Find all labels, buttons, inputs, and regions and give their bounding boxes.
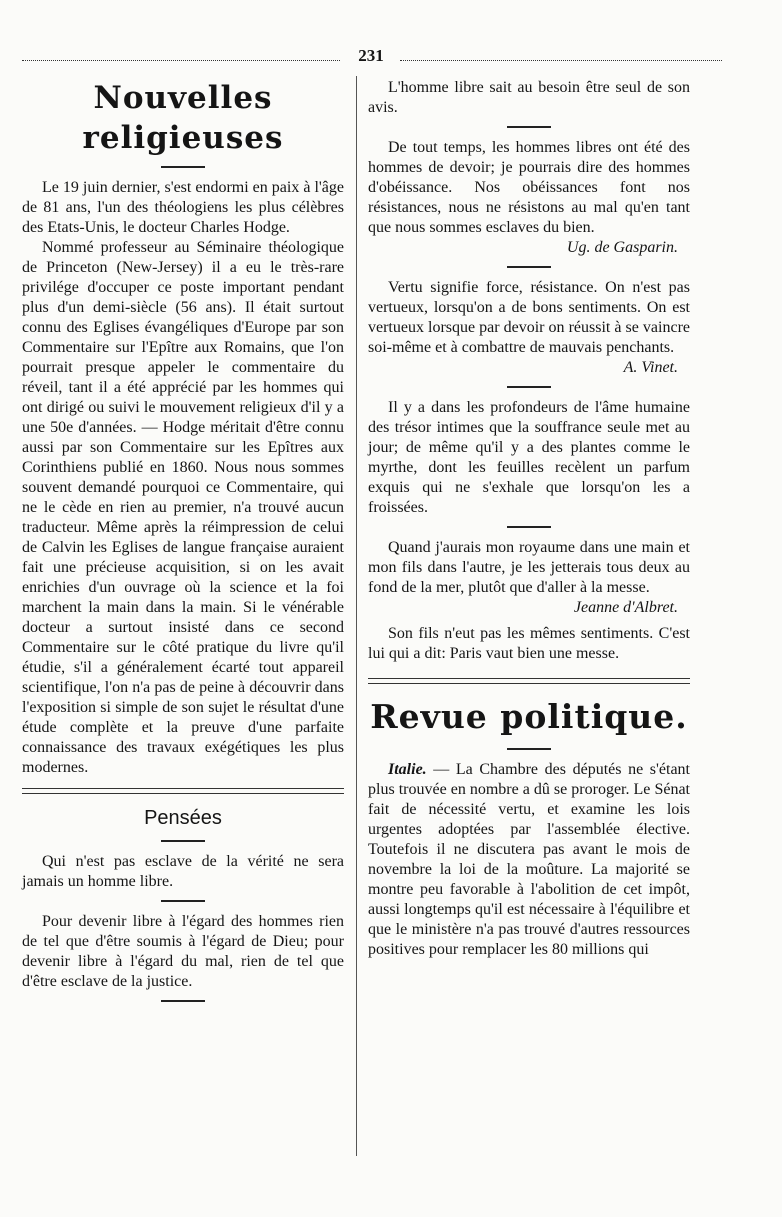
article-paragraph: Nommé professeur au Séminaire théologique de Princeton (New-Jersey) il a eu le très-rare privilége d'occuper ce poste important pendant plus d'un demi-siècle (56 ans). Il était surtout connu des Eglises évangéliques d'Europe par son Commentaire sur l'Epître aux Romains, que l'on pourrait presque appeler le commentaire du réveil, tant il a été apprécié par les hommes qui ont dirigé ou suivi le mouvement religieux d'il y a une 50e d'années. — Hodge méritait d'être connu aussi par son Commentaire sur les Epîtres aux Corinthiens publié en 1860. Nous nous sommes souvent demandé pourquoi ce Commentaire, qui ne le cède en rien au premier, n'a trouvé aucun traducteur. Même après la réimpression de celui de Calvin les Eglises de langue française auraient fait une précieuse acquisition, si on les avait enrichies d'un ouvrage où la science et la foi marchent la main dans la main. Si le vénérable docteur a surtout insisté dans ce second Commentaire sur le côté pratique du livre qu'il étudie, s'il a généralement écarté tout appareil scientifique, l'on n'a pas de peine à découvrir dans l'exposition si simple de son sujet le résultat d'une étude complète et la preuve d'une parfaite connaissance des travaux exégétiques les plus modernes. [22,239,344,776]
quote-paragraph: De tout temps, les hommes libres ont été des hommes de devoir; je pourrais dire des hommes d'obéissance. Nos obéissances font nos résistances, nous ne résistons au mal qu'en tant que nous sommes esclaves du bien. [368,139,690,236]
section-title-nouvelles: Nouvelles religieuses [82,80,284,156]
quote-paragraph: Vertu signifie force, résistance. On n'est pas vertueux, lorsqu'on a de bons sentiments. On est vertueux lorsque par devoir on réussit à se vaincre soi-même et à combattre de mauvais penchants. [368,279,690,356]
politics-text: — La Chambre des députés ne s'étant plus trouvée en nombre a dû se proroger. Le Sénat fait de nécessité vertu, et examine les lois urgentes adoptées par l'assemblée élective. Toutefois il ne discutera pas avant le mois de novembre la loi de la moûture. La majorité se montre peu favorable à l'abolition de cet impôt, aussi longtemps qu'il est nécessaire à l'équilibre et que le ministère n'a pas trouvé d'autres ressources positives pour remplacer les 80 millions qui [368,761,690,958]
header-ornament-left [22,60,340,65]
dash-separator [507,748,551,750]
dash-separator [507,266,551,268]
article-paragraph: Le 19 juin dernier, s'est endormi en paix à l'âge de 81 ans, l'un des théologiens les plus célèbres des Etats-Unis, le docteur Charles Hodge. [22,179,344,236]
left-column [22,78,344,1012]
double-rule [22,788,344,794]
dash-separator [161,166,205,168]
quote-paragraph: Il y a dans les profondeurs de l'âme humaine des trésor intimes que la souffrance seule met au jour; de même qu'il y a des plantes comme le myrthe, dont les feuilles recèlent un parfum exquis qui ne s'exhale que lorsqu'on les a froissées. [368,399,690,516]
dash-separator [161,1000,205,1002]
dash-separator [507,126,551,128]
right-column [368,78,690,960]
quote-signature: A. Vinet. [623,359,678,376]
header-ornament-right [400,60,722,65]
quote-signature: Ug. de Gasparin. [566,239,678,256]
section-title-pensees: Pensées [144,807,222,829]
column-divider [356,76,357,1156]
dash-separator [507,526,551,528]
quote-signature: Jeanne d'Albret. [573,599,678,616]
quote-paragraph: Son fils n'eut pas les mêmes sentiments. C'est lui qui a dit: Paris vaut bien une messe. [368,625,690,662]
dash-separator [507,386,551,388]
quote-paragraph: Quand j'aurais mon royaume dans une main et mon fils dans l'autre, je les jetterais tous deux au fond de la mer, plutôt que d'aller à la messe. [368,539,690,596]
pensee-paragraph: Qui n'est pas esclave de la vérité ne sera jamais un homme libre. [22,853,344,890]
page-header [22,46,722,68]
quote-paragraph: L'homme libre sait au besoin être seul de son avis. [368,79,690,116]
section-title-revue: Revue politique. [370,697,688,736]
page-number: 231 [358,46,384,65]
dash-separator [161,900,205,902]
politics-paragraph [368,760,690,960]
pensee-paragraph: Pour devenir libre à l'égard des hommes rien de tel que d'être soumis à l'égard de Dieu; pour devenir libre à l'égard du mal, rien de tel que d'être esclave de la justice. [22,913,344,990]
double-rule [368,678,690,684]
dash-separator [161,840,205,842]
country-label: Italie. [388,761,427,778]
